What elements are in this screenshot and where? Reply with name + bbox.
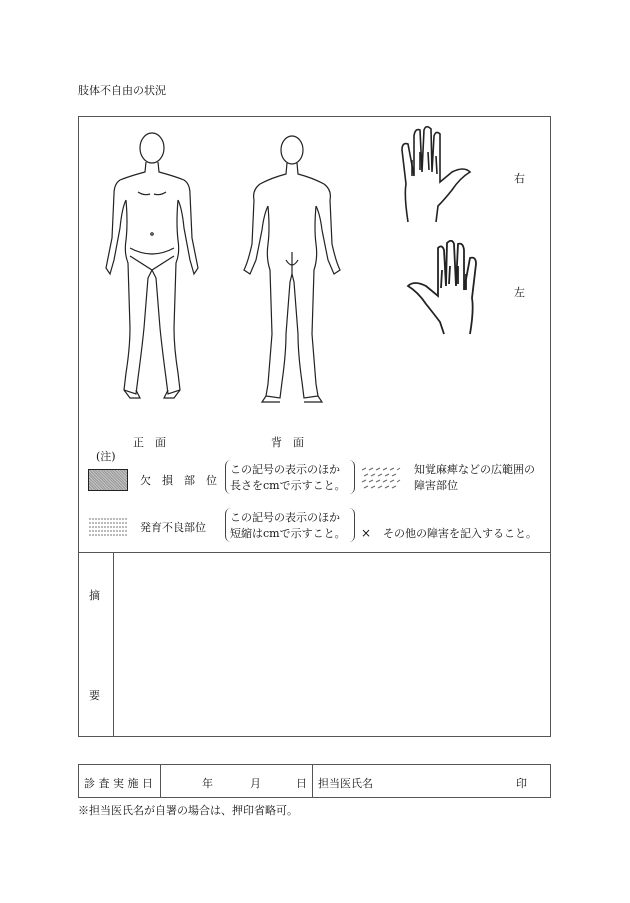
sensory-desc-line2: 障害部位 (414, 479, 458, 492)
other-desc: その他の障害を記入すること。 (383, 527, 537, 540)
table-divider-1 (160, 764, 161, 798)
underdev-desc-line2: 短縮はcmで示すこと。 (230, 527, 346, 540)
footnote: ※担当医氏名が自署の場合は、押印省略可。 (78, 804, 298, 817)
missing-desc-line1: この記号の表示のほか (230, 463, 340, 476)
front-label: 正 面 (133, 436, 166, 449)
sensory-swatch (360, 466, 402, 492)
missing-part-label: 欠 損 部 位 (140, 474, 217, 487)
page-title: 肢体不自由の状況 (78, 84, 166, 97)
remarks-area[interactable] (114, 553, 550, 736)
note-label: (注) (96, 450, 116, 463)
other-symbol: × (361, 526, 372, 540)
table-divider-2 (312, 764, 313, 798)
left-label: 左 (514, 286, 525, 299)
doctor-name-label: 担当医氏名 (318, 777, 373, 790)
remarks-char2: 要 (89, 689, 100, 702)
exam-date-label: 診 査 実 施 日 (84, 777, 153, 790)
right-hand-figure (398, 126, 478, 224)
underdev-label: 発育不良部位 (140, 521, 206, 534)
seal-label: 印 (516, 777, 527, 790)
back-body-figure (240, 134, 350, 409)
back-label: 背 面 (271, 436, 304, 449)
front-body-figure (100, 128, 210, 403)
right-label: 右 (514, 172, 525, 185)
sensory-desc-line1: 知覚麻痺などの広範囲の (414, 463, 535, 476)
left-hand-figure (400, 240, 480, 336)
underdev-desc-line1: この記号の表示のほか (230, 511, 340, 524)
missing-part-swatch (88, 469, 128, 491)
underdev-swatch (88, 516, 128, 538)
missing-desc-line2: 長さをcmで示すこと。 (230, 479, 346, 492)
remarks-char1: 摘 (89, 589, 100, 602)
day-label: 日 (296, 777, 307, 790)
year-label: 年 (202, 777, 213, 790)
month-label: 月 (250, 777, 261, 790)
